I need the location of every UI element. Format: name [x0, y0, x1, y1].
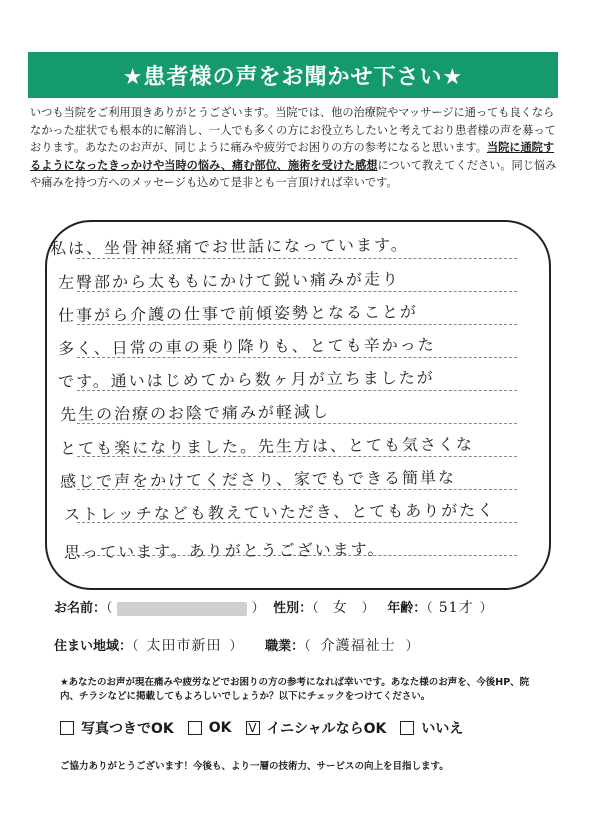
choice-no[interactable]	[400, 718, 463, 738]
choice-label: 写真つきでOK	[81, 721, 174, 737]
form-row-name: お名前：（ ） 性別：（ 女 ） 年齢：（ 51才 ）	[54, 600, 493, 616]
gender-value: 女	[332, 600, 348, 616]
choice-photo-ok[interactable]	[60, 718, 174, 738]
choice-label: OK	[208, 720, 232, 736]
checkbox-checked[interactable]	[246, 721, 260, 735]
intro-text-2: について教えてください。同じ悩みや痛みを持つ方へのメッセージも込めて是非とも一言頂ければ幸いです。	[30, 158, 557, 189]
footer-thanks: ご協力ありがとうございます！今後も、より一層の技術力、サービスの向上を目指します。	[60, 761, 449, 772]
page-title-banner	[28, 52, 558, 98]
handwritten-line: ストレッチなども教えていただき、とてもありがたく	[63, 500, 496, 524]
handwritten-line: 多く、日常の車の乗り降りも、とても辛かった	[57, 335, 436, 358]
area-label: 住まい地域：	[54, 639, 133, 654]
job-label: 職業：	[265, 639, 305, 654]
handwritten-line: とても楽になりました。先生方は、とても気さくな	[59, 434, 475, 458]
form-row-area: 住まい地域：（ 太田市新田 ） 職業：（ 介護福祉士 ）	[54, 638, 419, 654]
checkbox[interactable]	[60, 721, 74, 735]
age-value: 51才	[438, 600, 474, 616]
handwritten-line: 私は、坐骨神経痛でお世話になっています。	[49, 235, 409, 258]
intro-text-1: いつも当院をご利用頂きありがとうございます。当院では、他の治療院やマッサージに通っても良くならなかった症状でも根本的に解消し、一人でも多くの方にお役立ちしたいと考えており患者様の声を募っております。あなたのお声が、同じように痛みや疲労でお困りの方の参考になると思います。	[30, 106, 556, 154]
page-title: ★患者様の声をお聞かせ下さい★	[122, 64, 464, 90]
choice-ok[interactable]	[188, 720, 232, 736]
choice-label: いいえ	[421, 721, 464, 737]
name-label: お名前：	[54, 601, 107, 616]
area-value: 太田市新田	[146, 638, 222, 654]
intro-paragraph	[30, 104, 560, 192]
consent-choices	[60, 718, 550, 738]
handwritten-line: 仕事がら介護の仕事で前傾姿勢となることが	[57, 302, 419, 325]
ruled-line	[77, 258, 517, 259]
redacted-name	[117, 602, 247, 616]
handwritten-line: 先生の治療のお陰で痛みが軽減し	[59, 402, 331, 424]
handwritten-line: 左臀部から太ももにかけて鋭い痛みが走り	[57, 269, 401, 292]
publication-notice: ★あなたのお声が現在痛みや疲労などでお困りの方の参考になれば幸いです。あなた様のお声を、今後HP、院内、チラシなどに掲載してもよろしいでしょうか？以下にチェックをつけてください。	[60, 677, 530, 702]
handwritten-line: 感じで声をかけてくださり、家でもできる簡単な	[59, 467, 457, 491]
checkbox[interactable]	[188, 721, 202, 735]
check-mark-icon: V	[248, 721, 257, 735]
age-label: 年齢：	[387, 601, 427, 616]
choice-label: イニシャルならOK	[266, 721, 387, 737]
intro-emphasis: 当院に通院するようになったきっかけや当時の悩み、痛む部位、施術を受けた感想	[30, 141, 555, 172]
gender-label: 性別：	[273, 601, 313, 616]
choice-initials-ok[interactable]	[246, 718, 387, 738]
handwritten-line: 思っています。ありがとうございます。	[63, 539, 386, 562]
handwritten-line: です。通いはじめてから数ヶ月が立ちましたが	[57, 368, 435, 391]
job-value: 介護福祉士	[320, 638, 396, 654]
checkbox[interactable]	[400, 721, 414, 735]
